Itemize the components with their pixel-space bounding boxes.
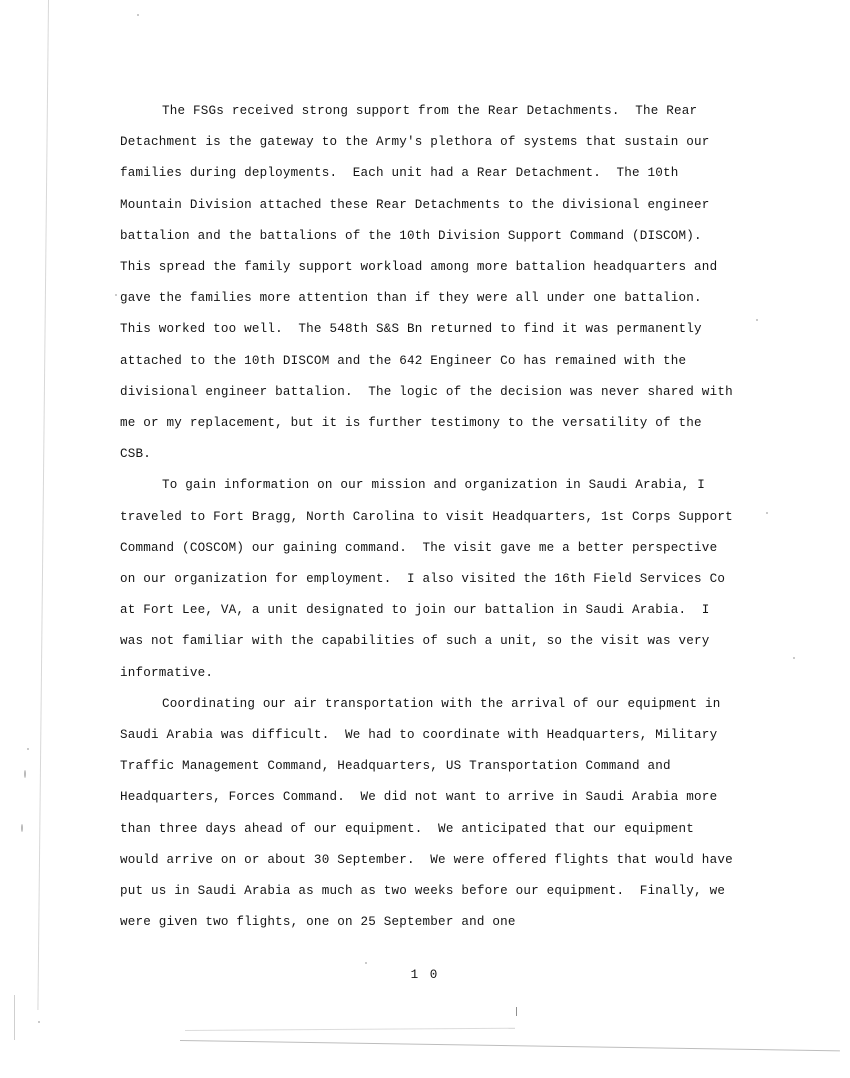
scan-speck <box>38 1021 40 1023</box>
paragraph: Coordinating our air transportation with the arrival of our equipment in Saudi Arabia was difficult. We had to coordinate with Headquarters, Military Traffic Management Command, Headquarters, US Transportation Command and Headquarters, Forces Command. We did not want to arrive in Saudi Arabia more than three days ahead of our equipment. We anticipated that our equipment would arrive on or about 30 September. We were offered flights that would have put us in Saudi Arabia as much as two weeks before our equipment. Finally, we were given two flights, one on 25 September and one <box>120 696 741 930</box>
scan-edge-artifact <box>14 995 15 1040</box>
paragraph: To gain information on our mission and organization in Saudi Arabia, I traveled to Fort Bragg, North Carolina to visit Headquarters, 1st Corps Support Command (COSCOM) our gaining command. The visit gave me a better perspective on our organization for employment. I also visited the 16th Field Services Co at Fort Lee, VA, a unit designated to join our battalion in Saudi Arabia. I was not familiar with the capabilities of such a unit, so the visit was very informative. <box>120 478 741 680</box>
scan-speck <box>766 512 768 514</box>
scan-speck <box>115 294 117 296</box>
paragraph: The FSGs received strong support from the Rear Detachments. The Rear Detachment is the gateway to the Army's plethora of systems that sustain our families during deployments. Each unit had a Rear Detachment. The 10th Mountain Division attached these Rear Detachments to the divisional engineer battalion and the battalions of the 10th Division Support Command (DISCOM). This spread the family support workload among more battalion headquarters and gave the families more attention than if they were all under one battalion. This worked too well. The 548th S&S Bn returned to find it was permanently attached to the 10th DISCOM and the 642 Engineer Co has remained with the divisional engineer battalion. The logic of the decision was never shared with me or my replacement, but it is further testimony to the versatility of the CSB. <box>120 104 741 462</box>
scan-edge-artifact <box>37 0 49 1010</box>
scan-speck <box>756 319 758 321</box>
scan-speck <box>365 962 367 964</box>
scan-edge-artifact <box>185 1028 515 1031</box>
page-number: 1 0 <box>410 968 440 982</box>
scan-speck <box>27 748 29 750</box>
scan-speck <box>793 657 795 659</box>
document-body <box>120 96 740 938</box>
scan-speck <box>21 824 23 832</box>
scan-speck <box>24 770 26 778</box>
scan-tick-artifact <box>516 1007 517 1016</box>
scan-speck <box>137 14 139 16</box>
scan-edge-artifact <box>180 1040 840 1051</box>
